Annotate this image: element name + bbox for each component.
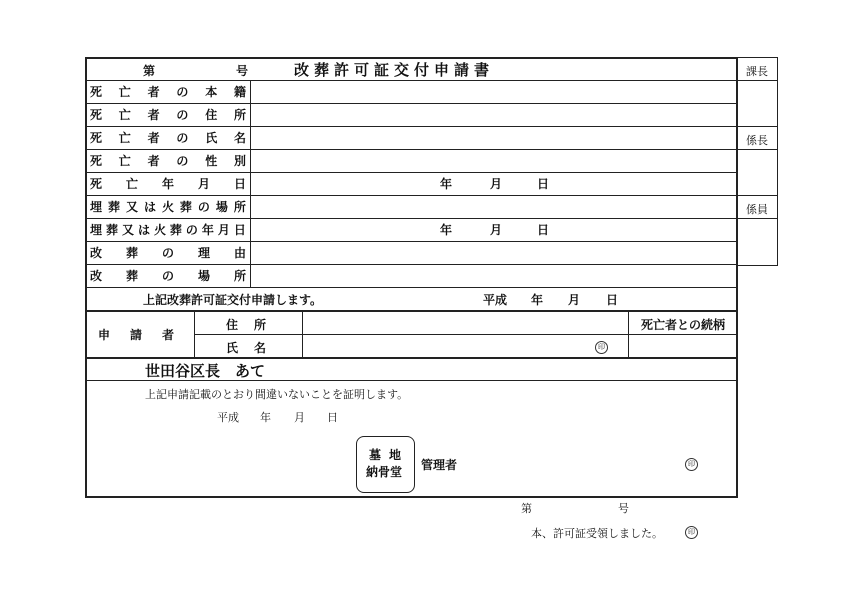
- bracket-line-ossuary: 納骨堂: [366, 465, 403, 479]
- row-label-sex: [90, 152, 246, 169]
- row-divider: [86, 172, 737, 173]
- label-char: 火: [161, 200, 174, 214]
- burial-month: 月: [490, 223, 503, 237]
- approval-divider: [738, 80, 778, 81]
- label-char: 葬: [125, 246, 138, 260]
- label-char: 又: [121, 223, 134, 237]
- label-char: 場: [215, 200, 228, 214]
- row-divider: [86, 195, 737, 196]
- row-divider: [86, 287, 737, 288]
- recipient: 世田谷区長 あて: [145, 362, 266, 380]
- request-era: 平成: [483, 293, 508, 307]
- address-label: 住所: [226, 318, 283, 332]
- label-column-divider: [250, 80, 251, 287]
- label-char: 亡: [125, 177, 138, 191]
- certificate-month: 月: [294, 411, 305, 424]
- applicant-label: 申請者: [98, 328, 195, 342]
- label-char: 月: [197, 177, 210, 191]
- label-char: の: [161, 269, 174, 283]
- label-char: 所: [233, 269, 246, 283]
- row-label-reburial-place: [90, 267, 246, 284]
- label-char: 理: [197, 246, 210, 260]
- certificate-statement: 上記申請記載のとおり間違いないことを証明します。: [145, 388, 409, 401]
- row-divider: [86, 103, 737, 104]
- section-divider: [86, 310, 737, 312]
- certificate-era: 平成: [217, 411, 239, 424]
- receipt-seal: 印: [685, 526, 698, 539]
- label-char: 火: [153, 223, 166, 237]
- label-char: 本: [205, 85, 218, 99]
- applicant-divider: [628, 311, 629, 357]
- label-char: 年: [201, 223, 214, 237]
- label-char: 葬: [105, 223, 118, 237]
- label-char: 日: [233, 177, 246, 191]
- label-char: 改: [90, 269, 103, 283]
- approval-divider: [738, 195, 778, 196]
- label-char: 所: [233, 200, 246, 214]
- row-label-honseki: [90, 83, 246, 100]
- applicant-divider: [194, 311, 195, 357]
- label-char: の: [185, 223, 198, 237]
- request-day: 日: [606, 293, 619, 307]
- label-char: 死: [90, 131, 103, 145]
- label-char: 埋: [90, 223, 103, 237]
- label-char: の: [176, 85, 189, 99]
- label-char: 者: [147, 85, 160, 99]
- relation-label: 死亡者との続柄: [641, 318, 726, 332]
- certificate-day: 日: [327, 411, 338, 424]
- label-char: 又: [125, 200, 138, 214]
- certificate-year: 年: [260, 411, 271, 424]
- death-month: 月: [490, 177, 503, 191]
- label-char: 亡: [118, 131, 131, 145]
- label-char: の: [176, 131, 189, 145]
- footer-number-go: 号: [618, 502, 629, 515]
- label-char: は: [137, 223, 150, 237]
- footer-number-dai: 第: [521, 502, 532, 515]
- row-divider: [86, 264, 737, 265]
- label-char: 者: [147, 154, 160, 168]
- row-label-death-date: [90, 175, 246, 192]
- approval-divider: [738, 126, 778, 127]
- number-dai: 第: [143, 64, 156, 78]
- receipt-statement: 本、許可証受領しました。: [531, 527, 663, 540]
- approval-kakariin: 係員: [746, 203, 768, 216]
- recipient-divider: [86, 380, 737, 381]
- manager-label: 管理者: [421, 458, 458, 472]
- applicant-divider: [302, 311, 303, 357]
- death-year: 年: [440, 177, 453, 191]
- label-char: 籍: [233, 85, 246, 99]
- burial-day: 日: [537, 223, 550, 237]
- label-char: 日: [233, 223, 246, 237]
- label-char: 亡: [118, 154, 131, 168]
- approval-kakaricho: 係長: [746, 134, 768, 147]
- approval-kacho: 課長: [746, 65, 768, 78]
- row-divider: [86, 218, 737, 219]
- label-char: 由: [233, 246, 246, 260]
- row-divider: [86, 241, 737, 242]
- label-char: 葬: [107, 200, 120, 214]
- label-char: 氏: [205, 131, 218, 145]
- label-char: 月: [217, 223, 230, 237]
- label-char: 死: [90, 154, 103, 168]
- request-statement: 上記改葬許可証交付申請します。: [143, 293, 323, 307]
- death-day: 日: [537, 177, 550, 191]
- label-char: 所: [233, 108, 246, 122]
- label-char: 亡: [118, 85, 131, 99]
- row-label-name: [90, 129, 246, 146]
- request-year: 年: [531, 293, 544, 307]
- label-char: 名: [233, 131, 246, 145]
- form-title: 改葬許可証交付申請書: [294, 61, 495, 79]
- row-label-address: [90, 106, 246, 123]
- label-char: の: [176, 154, 189, 168]
- row-divider: [86, 126, 737, 127]
- applicant-seal: 印: [595, 341, 608, 354]
- label-char: 葬: [125, 269, 138, 283]
- applicant-row-divider: [194, 334, 737, 335]
- label-char: 者: [147, 108, 160, 122]
- label-char: 改: [90, 246, 103, 260]
- label-char: 場: [197, 269, 210, 283]
- section-divider: [86, 357, 737, 359]
- approval-divider: [738, 218, 778, 219]
- label-char: 年: [161, 177, 174, 191]
- row-divider: [86, 80, 737, 81]
- label-char: 性: [205, 154, 218, 168]
- row-divider: [86, 149, 737, 150]
- label-char: 死: [90, 85, 103, 99]
- label-char: 住: [205, 108, 218, 122]
- approval-box: [738, 57, 778, 266]
- label-char: 者: [147, 131, 160, 145]
- label-char: 死: [90, 177, 103, 191]
- request-month: 月: [568, 293, 581, 307]
- burial-year: 年: [440, 223, 453, 237]
- label-char: 埋: [90, 200, 103, 214]
- label-char: 葬: [179, 200, 192, 214]
- label-char: 葬: [169, 223, 182, 237]
- label-char: 亡: [118, 108, 131, 122]
- bracket-line-cemetery: 墓地: [369, 448, 410, 462]
- row-label-burial-date: [90, 221, 246, 238]
- label-char: 別: [233, 154, 246, 168]
- label-char: は: [143, 200, 156, 214]
- name-label: 氏名: [226, 341, 283, 355]
- manager-seal: 印: [685, 458, 698, 471]
- label-char: の: [197, 200, 210, 214]
- number-go: 号: [236, 64, 249, 78]
- label-char: の: [176, 108, 189, 122]
- approval-divider: [738, 149, 778, 150]
- row-label-reason: [90, 244, 246, 261]
- row-label-burial-place: [90, 198, 246, 215]
- label-char: の: [161, 246, 174, 260]
- label-char: 死: [90, 108, 103, 122]
